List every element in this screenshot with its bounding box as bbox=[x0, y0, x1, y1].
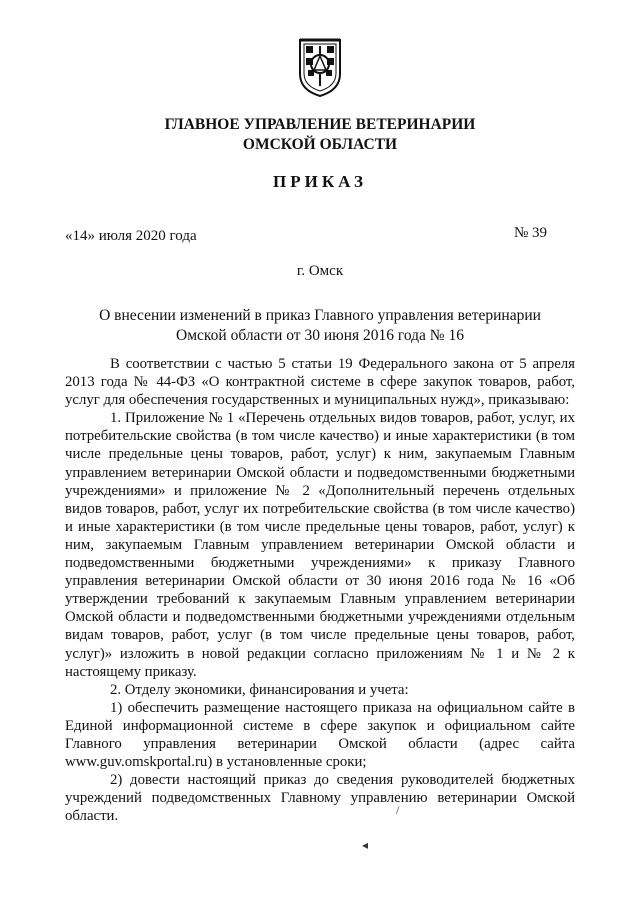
pen-mark: / bbox=[396, 803, 400, 817]
clause-2-paragraph: 2. Отделу экономики, финансирования и учета: bbox=[110, 681, 409, 698]
subject-line-2: Омской области от 30 июня 2016 года № 16 bbox=[176, 327, 464, 344]
order-body bbox=[65, 355, 575, 825]
order-date: «14» июля 2020 года bbox=[65, 228, 197, 244]
arrow-mark: ◂ bbox=[362, 838, 369, 852]
document-type: ПРИКАЗ bbox=[273, 172, 367, 191]
org-line-1: ГЛАВНОЕ УПРАВЛЕНИЕ ВЕТЕРИНАРИИ bbox=[164, 116, 476, 133]
order-number: № 39 bbox=[514, 225, 548, 241]
coat-of-arms-icon bbox=[296, 36, 344, 98]
order-city: г. Омск bbox=[296, 263, 344, 279]
clause-2-1-paragraph: 1) обеспечить размещение настоящего приказа на официальном сайте в Единой информационной системе в сфере закупок и официальном сайте Главного управления ветеринарии Омской области (адрес сайта www.guv.omskportal.ru) в установленные сроки; bbox=[65, 699, 575, 771]
order-subject bbox=[60, 306, 580, 346]
subject-line-1: О внесении изменений в приказ Главного управления ветеринарии bbox=[99, 307, 541, 324]
clause-2-2-paragraph: 2) довести настоящий приказ до сведения руководителей бюджетных учреждений подведомственных Главному управлению ветеринарии Омской области. bbox=[65, 772, 575, 825]
org-line-2: ОМСКОЙ ОБЛАСТИ bbox=[242, 136, 398, 153]
organization-name bbox=[0, 115, 640, 155]
preamble-paragraph: В соответствии с частью 5 статьи 19 Федерального закона от 5 апреля 2013 года № 44-ФЗ «О контрактной системе в сфере закупок товаров, работ, услуг для обеспечения государственных и муниципальных нужд», приказываю: bbox=[65, 356, 575, 409]
clause-1-paragraph: 1. Приложение № 1 «Перечень отдельных видов товаров, работ, услуг, их потребительские свойства (в том числе качество) и иные характеристики (в том числе предельные цены товаров, работ, услуг) к ним, закупаемым Главным управлением ветеринарии Омской области и подведомственными бюджетными учреждениями» и приложение № 2 «Дополнительный перечень отдельных видов товаров, работ, услуг их потребительские свойства (в том числе качество) и иные характеристики (в том числе предельные цены товаров, работ, услуг) к ним, закупаемым Главным управлением ветеринарии Омской области и подведомственными бюджетными учреждениями» к приказу Главного управления ветеринарии Омской области от 30 июня 2016 года № 16 «Об утверждении требований к закупаемым Главным управлением ветеринарии Омской области и подведомственными бюджетными учреждениями отдельным видам товаров, работ, услуг (в том числе предельные цены товаров, работ, услуг)» изложить в новой редакции согласно приложениям № 1 и № 2 к настоящему приказу. bbox=[65, 410, 575, 680]
